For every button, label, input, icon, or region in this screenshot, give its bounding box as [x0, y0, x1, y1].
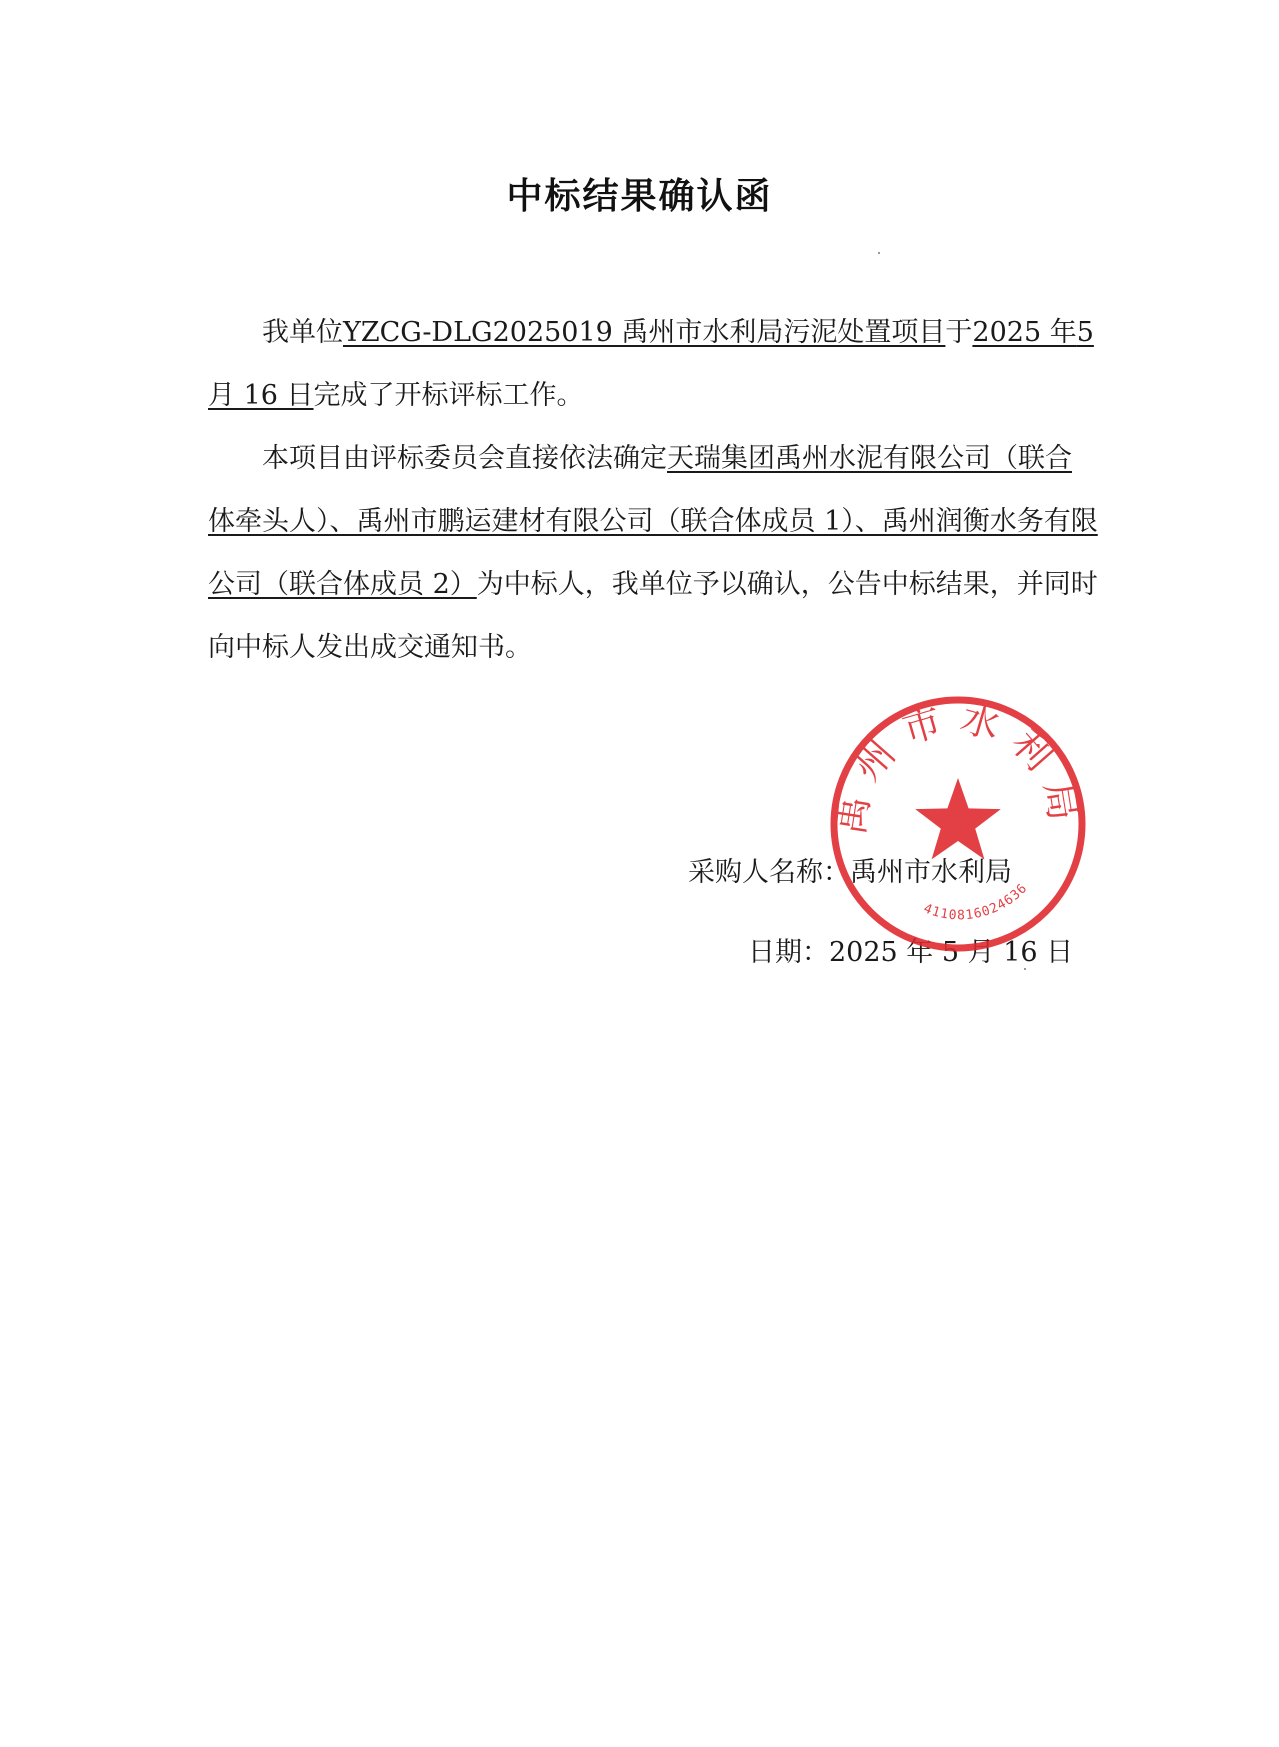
para2-prefix: 本项目由评标委员会直接依法确定: [262, 443, 667, 474]
seal-text: 禹州市水利局: [828, 695, 1088, 838]
paragraph-opening: [208, 301, 1098, 427]
para2-suffix: 为中标人，我单位予以确认，公告中标结果，并同时向中标人发出成交通知书。: [208, 569, 1098, 663]
date-label: 日期：: [748, 937, 829, 968]
opening-date-day: 5 月 16 日: [208, 317, 1094, 411]
project-name: YZCG-DLG2025019 禹州市水利局污泥处置项目: [343, 317, 946, 348]
winning-bidders: 天瑞集团禹州水泥有限公司（联合体牵头人）、禹州市鹏运建材有限公司（联合体成员 1）、禹州润衡水务有限公司（联合体成员 2）: [208, 443, 1098, 600]
seal-star-icon: [915, 778, 1001, 859]
para1-middle: 于: [945, 317, 973, 348]
official-seal: [826, 692, 1090, 956]
buyer-name: 禹州市水利局: [850, 857, 1012, 888]
scan-speck: [878, 252, 880, 254]
opening-date-year: 2025 年: [972, 317, 1077, 348]
para1-prefix: 我单位: [262, 317, 343, 348]
para1-suffix: 完成了开标评标工作。: [313, 380, 584, 411]
buyer-label: 采购人名称：: [688, 857, 850, 888]
document-title: 中标结果确认函: [506, 176, 773, 217]
seal-code: 4110816024636: [921, 880, 1031, 924]
scan-speck: [1024, 968, 1026, 970]
date-value: 2025 年 5 月 16 日: [829, 937, 1074, 968]
paragraph-award: [208, 427, 1098, 679]
